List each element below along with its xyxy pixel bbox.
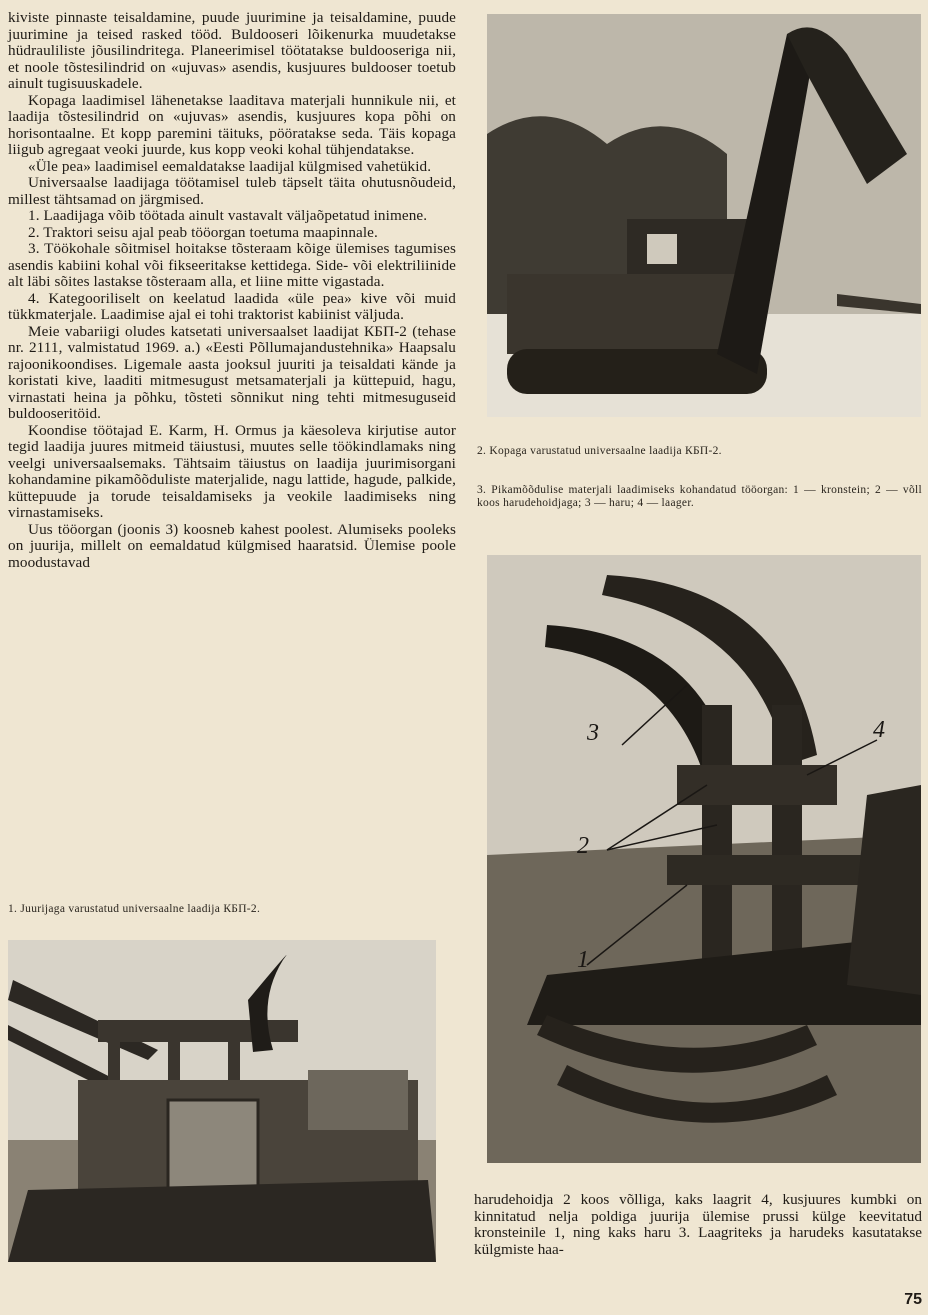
article-body-left [8, 10, 456, 571]
paragraph: 2. Traktori seisu ajal peab tööorgan toetuma maapinnale. [28, 223, 378, 241]
figure-3-caption: 3. Pikamõõdulise materjali laadimiseks kohandatud tööorgan: 1 — kronstein; 2 — võll koos harudehoidjaga; 3 — haru; 4 — laager. [477, 484, 922, 509]
figure-1-photo [8, 940, 436, 1262]
paragraph: Koondise töötajad E. Karm, H. Ormus ja käesoleva kirjutise autor tegid laadija juures mitmeid täiustusi, muutes selle töökindlamaks ning veelgi universaalsemaks. Tähtsaim täiustus on laadija juurimisorgani kohandamine pikamõõduliste materjalide, nagu lattide, hagude, palkide, küttepuude ja torude teisaldamiseks ja veokile laadimiseks ning virnastamiseks. [8, 421, 456, 521]
article-body-right: harudehoidja 2 koos võlliga, kaks laagrit 4, kusjuures kumbki on kinnitatud nelja poldiga juurija ülemise prussi külge keevitatud kronsteinile 1, ning kaks haru 3. Laagriteks ja harudeks kasutatakse külgmiste haa- [474, 1191, 922, 1258]
figure-label-2: 2 [577, 833, 589, 859]
paragraph: 3. Töökohale sõitmisel hoitakse tõsteraam kõige ülemises tagumises asendis kabiini kohal või fikseeritakse kettidega. Side- või elektriliinide alt läbi sõites lastakse tõsteraam alla, et liine mitte vigastada. [8, 240, 456, 290]
tractor-with-root-rake-illustration [8, 940, 436, 1262]
paragraph: 1. Laadijaga võib töötada ainult vastavalt väljaõpetatud inimene. [28, 207, 428, 224]
figure-2-caption: 2. Kopaga varustatud universaalne laadija КБП-2. [477, 445, 722, 457]
page-number: 75 [904, 1291, 922, 1308]
figure-3-photo [487, 555, 921, 1163]
figure-2-photo [487, 14, 921, 417]
figure-1-caption: 1. Juurijaga varustatud universaalne laadija КБП-2. [8, 903, 261, 915]
paragraph: Meie vabariigi oludes katsetati universaalset laadijat КБП-2 (tehase nr. 2111, valmistatud 1969. a.) «Eesti Põllumajandustehnika» Haapsalu rajoonikoondises. Ligemale aasta jooksul juuriti ja teisaldati kände ja koristati kive, laaditi mitmesugust metsamaterjali ja küttepuid, hagu, virnastati heina ja põhku, tõsteti sõnnikut ning tehti mitmesuguseid buldooseritöid. [8, 322, 456, 422]
fork-attachment-closeup-illustration [487, 555, 921, 1163]
paragraph: kiviste pinnaste teisaldamine, puude juurimine ja teisaldamine, puude juurimine ja teised rasked tööd. Buldooseri lõikenurka muudetakse hüdrauliliste jõusilindritega. Planeerimisel töötatakse buldooseriga nii, et noole tõstesilindrid on «ujuvas» asendis, kusjuures buldooser toetub ainult tugisuuskadele. [8, 9, 456, 92]
paragraph: 4. Kategooriliselt on keelatud laadida «üle pea» kive või muid tükkmaterjale. Laadimise ajal ei tohi traktorist kabiinist väljuda. [8, 289, 456, 323]
paragraph: Uus tööorgan (joonis 3) koosneb kahest poolest. Alumiseks pooleks on juurija, millelt on eemaldatud külgmised haaratsid. Ülemise poole moodustavad [8, 520, 456, 571]
paragraph: «Üle pea» laadimisel eemaldatakse laadijal külgmised vahetükid. [28, 157, 432, 175]
paragraph: Universaalse laadijaga töötamisel tuleb täpselt täita ohutusnõudeid, millest tähtsamad on järgmised. [8, 174, 456, 208]
figure-label-4: 4 [873, 717, 885, 743]
figure-label-3: 3 [587, 720, 599, 746]
paragraph: Kopaga laadimisel lähenetakse laaditava materjali hunnikule nii, et laadija tõstesilindrid on «ujuvas» asendis, kusjuures kopa põhi on horisontaalne. Et kopp paremini täituks, pööratakse seda. Täis kopaga liigub agregaat veoki juurde, kus kopp veoki kohal tühjendatakse. [8, 91, 456, 158]
tractor-with-bucket-illustration [487, 14, 921, 417]
figure-label-1: 1 [577, 947, 589, 973]
